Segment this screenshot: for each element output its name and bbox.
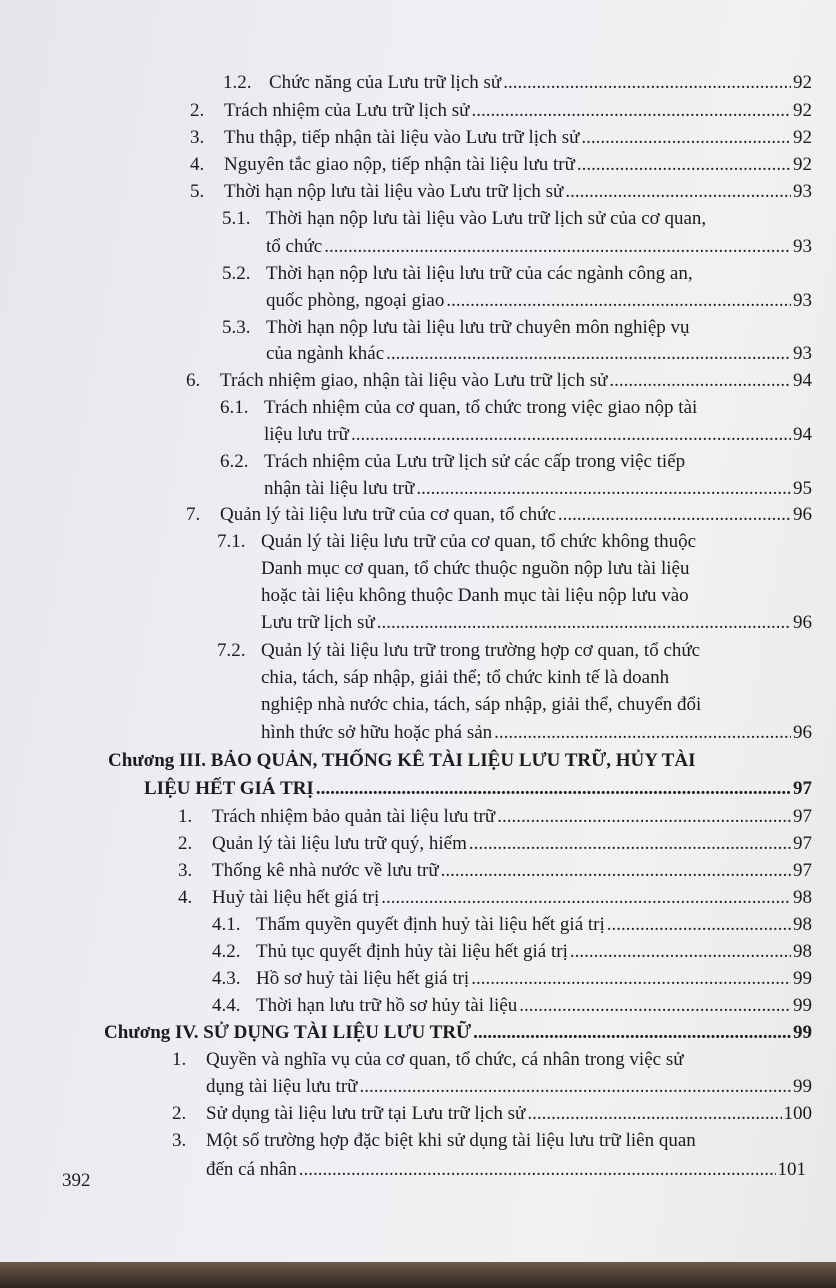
toc-entry	[222, 263, 812, 285]
dot-leader	[416, 478, 791, 500]
dot-leader	[473, 1022, 791, 1044]
entry-title: Thống kê nhà nước về lưu trữ	[212, 860, 439, 881]
entry-page: 94	[793, 370, 812, 391]
toc-entry	[186, 370, 812, 392]
entry-page: 99	[793, 1076, 812, 1097]
toc-entry	[178, 887, 812, 909]
entry-number: 4.3.	[212, 968, 241, 989]
dot-leader	[351, 424, 791, 446]
toc-entry	[190, 127, 812, 149]
toc-entry	[190, 181, 812, 203]
entry-title: dụng tài liệu lưu trữ	[206, 1076, 358, 1097]
entry-page: 96	[793, 504, 812, 525]
dot-leader	[570, 941, 791, 963]
entry-number: 7.1.	[217, 531, 246, 552]
entry-page: 98	[793, 887, 812, 908]
entry-page: 96	[793, 612, 812, 633]
dot-leader	[503, 72, 791, 94]
dot-leader	[497, 806, 791, 828]
toc-entry-continuation	[266, 236, 812, 258]
entry-title: Trách nhiệm của Lưu trữ lịch sử các cấp trong việc tiếp	[264, 451, 686, 472]
dot-leader	[381, 887, 791, 909]
entry-number: 6.	[186, 370, 201, 391]
entry-title: Sử dụng tài liệu lưu trữ tại Lưu trữ lịch sử	[206, 1103, 526, 1124]
entry-number: 2.	[190, 100, 205, 121]
dot-leader	[471, 968, 791, 990]
toc-entry-continuation	[266, 290, 812, 312]
chapter-title: LIỆU HẾT GIÁ TRỊ	[144, 778, 314, 799]
toc-entry	[222, 317, 812, 339]
entry-title: Hồ sơ huỷ tài liệu hết giá trị	[256, 968, 470, 989]
entry-title: tổ chức	[266, 236, 323, 257]
dot-leader	[469, 833, 791, 855]
entry-page: 97	[793, 833, 812, 854]
entry-title: liệu lưu trữ	[264, 424, 349, 445]
entry-page: 100	[783, 1103, 812, 1124]
entry-title: Nguyên tắc giao nộp, tiếp nhận tài liệu lưu trữ	[224, 154, 575, 175]
entry-title: Một số trường hợp đặc biệt khi sử dụng tài liệu lưu trữ liên quan	[206, 1130, 696, 1151]
toc-entry	[178, 860, 812, 882]
entry-page: 92	[793, 154, 812, 175]
toc-entry-continuation	[261, 694, 812, 716]
entry-page: 97	[793, 806, 812, 827]
entry-title: Quyền và nghĩa vụ của cơ quan, tổ chức, cá nhân trong việc sử	[206, 1049, 684, 1070]
entry-title: hoặc tài liệu không thuộc Danh mục tài liệu nộp lưu vào	[261, 585, 689, 606]
entry-page: 97	[793, 860, 812, 881]
page-number: 392	[62, 1170, 91, 1191]
dot-leader	[609, 370, 791, 392]
toc-entry	[217, 640, 812, 662]
toc-entry	[217, 531, 812, 553]
entry-number: 5.1.	[222, 208, 251, 229]
toc-entry	[212, 968, 812, 990]
toc-entry-continuation	[261, 722, 812, 744]
entry-title: Trách nhiệm của Lưu trữ lịch sử	[224, 100, 470, 121]
entry-page: 93	[793, 343, 812, 364]
entry-number: 6.2.	[220, 451, 249, 472]
entry-page: 99	[793, 1022, 812, 1043]
entry-page: 92	[793, 72, 812, 93]
toc-entry	[172, 1103, 812, 1125]
dot-leader	[577, 154, 791, 176]
dot-leader	[324, 236, 791, 258]
entry-title: Thời hạn lưu trữ hồ sơ hủy tài liệu	[256, 995, 518, 1016]
entry-title: Quản lý tài liệu lưu trữ của cơ quan, tổ chức không thuộc	[261, 531, 697, 552]
toc-entry	[212, 941, 812, 963]
dot-leader	[494, 722, 791, 744]
entry-title: Thủ tục quyết định hủy tài liệu hết giá trị	[256, 941, 568, 962]
entry-page: 98	[793, 914, 812, 935]
entry-title: chia, tách, sáp nhập, giải thể; tổ chức kinh tế là doanh	[261, 667, 670, 688]
toc-entry-continuation	[261, 667, 812, 689]
toc-entry	[190, 100, 812, 122]
entry-number: 5.3.	[222, 317, 251, 338]
chapter-heading	[104, 1022, 812, 1044]
toc-entry	[172, 1130, 812, 1152]
toc-entry-continuation	[261, 558, 812, 580]
entry-number: 4.4.	[212, 995, 241, 1016]
toc-entry	[222, 208, 812, 230]
toc-entry	[190, 154, 812, 176]
entry-page: 95	[793, 478, 812, 499]
toc-entry-continuation	[264, 478, 812, 500]
entry-title: nhận tài liệu lưu trữ	[264, 478, 415, 499]
dot-leader	[527, 1103, 781, 1125]
entry-number: 1.	[172, 1049, 187, 1070]
entry-page: 99	[793, 968, 812, 989]
toc-entry	[172, 1049, 812, 1071]
toc-entry-continuation	[266, 343, 812, 365]
entry-number: 2.	[172, 1103, 187, 1124]
entry-number: 2.	[178, 833, 193, 854]
entry-page: 97	[793, 778, 812, 799]
chapter-heading-continuation	[144, 778, 812, 800]
entry-number: 3.	[178, 860, 193, 881]
entry-title: Thời hạn nộp lưu tài liệu vào Lưu trữ lịch sử	[224, 181, 564, 202]
dot-leader	[558, 504, 791, 526]
entry-page: 93	[793, 181, 812, 202]
toc-entry-continuation	[206, 1159, 806, 1181]
dot-leader	[607, 914, 791, 936]
entry-page: 99	[793, 995, 812, 1016]
toc-entry	[178, 833, 812, 855]
entry-page: 92	[793, 100, 812, 121]
dot-leader	[299, 1159, 776, 1181]
dot-leader	[519, 995, 791, 1017]
entry-title: Thẩm quyền quyết định huỷ tài liệu hết giá trị	[256, 914, 605, 935]
entry-title: Huỷ tài liệu hết giá trị	[212, 887, 380, 908]
entry-page: 94	[793, 424, 812, 445]
dot-leader	[316, 778, 791, 800]
entry-title: Thời hạn nộp lưu tài liệu lưu trữ của các ngành công an,	[266, 263, 693, 284]
dot-leader	[471, 100, 791, 122]
entry-page: 93	[793, 236, 812, 257]
entry-title: Trách nhiệm của cơ quan, tổ chức trong việc giao nộp tài	[264, 397, 698, 418]
entry-number: 5.2.	[222, 263, 251, 284]
entry-title: Quản lý tài liệu lưu trữ quý, hiếm	[212, 833, 467, 854]
toc-entry	[223, 72, 812, 94]
dot-leader	[359, 1076, 791, 1098]
dot-leader	[441, 860, 791, 882]
entry-page: 101	[777, 1159, 806, 1180]
entry-title: Thu thập, tiếp nhận tài liệu vào Lưu trữ lịch sử	[224, 127, 580, 148]
table-surface	[0, 1262, 836, 1288]
toc-entry	[212, 914, 812, 936]
dot-leader	[377, 612, 791, 634]
toc-entry	[220, 451, 812, 473]
chapter-title: Chương III. BẢO QUẢN, THỐNG KÊ TÀI LIỆU LƯU TRỮ, HỦY TÀI	[108, 750, 696, 771]
entry-number: 3.	[190, 127, 205, 148]
dot-leader	[581, 127, 791, 149]
entry-number: 7.	[186, 504, 201, 525]
toc-entry-continuation	[261, 612, 812, 634]
toc-entry-continuation	[264, 424, 812, 446]
entry-title: của ngành khác	[266, 343, 385, 364]
entry-number: 4.	[178, 887, 193, 908]
entry-title: quốc phòng, ngoại giao	[266, 290, 445, 311]
entry-title: nghiệp nhà nước chia, tách, sáp nhập, giải thể, chuyển đổi	[261, 694, 702, 715]
entry-page: 92	[793, 127, 812, 148]
toc-entry	[186, 504, 812, 526]
entry-number: 4.	[190, 154, 205, 175]
entry-number: 6.1.	[220, 397, 249, 418]
entry-number: 5.	[190, 181, 205, 202]
entry-title: Quản lý tài liệu lưu trữ của cơ quan, tổ chức	[220, 504, 556, 525]
entry-title: Chức năng của Lưu trữ lịch sử	[269, 72, 502, 93]
entry-title: hình thức sở hữu hoặc phá sản	[261, 722, 493, 743]
entry-number: 4.2.	[212, 941, 241, 962]
dot-leader	[446, 290, 791, 312]
entry-page: 93	[793, 290, 812, 311]
entry-title: đến cá nhân	[206, 1159, 297, 1180]
toc-entry	[178, 806, 812, 828]
dot-leader	[565, 181, 791, 203]
entry-page: 96	[793, 722, 812, 743]
toc-entry-continuation	[206, 1076, 812, 1098]
entry-number: 1.2.	[223, 72, 252, 93]
entry-number: 1.	[178, 806, 193, 827]
chapter-heading	[108, 750, 812, 772]
toc-entry-continuation	[261, 585, 812, 607]
entry-page: 98	[793, 941, 812, 962]
entry-number: 4.1.	[212, 914, 241, 935]
entry-number: 3.	[172, 1130, 187, 1151]
entry-title: Lưu trữ lịch sử	[261, 612, 375, 633]
toc-entry	[220, 397, 812, 419]
toc-entry	[212, 995, 812, 1017]
entry-number: 7.2.	[217, 640, 246, 661]
entry-title: Quản lý tài liệu lưu trữ trong trường hợp cơ quan, tổ chức	[261, 640, 701, 661]
entry-title: Thời hạn nộp lưu tài liệu lưu trữ chuyên môn nghiệp vụ	[266, 317, 690, 338]
entry-title: Thời hạn nộp lưu tài liệu vào Lưu trữ lịch sử của cơ quan,	[266, 208, 707, 229]
chapter-title: Chương IV. SỬ DỤNG TÀI LIỆU LƯU TRỮ	[104, 1022, 472, 1043]
entry-title: Trách nhiệm giao, nhận tài liệu vào Lưu trữ lịch sử	[220, 370, 608, 391]
entry-title: Trách nhiệm bảo quản tài liệu lưu trữ	[212, 806, 496, 827]
entry-title: Danh mục cơ quan, tổ chức thuộc nguồn nộp lưu tài liệu	[261, 558, 690, 579]
dot-leader	[386, 343, 791, 365]
